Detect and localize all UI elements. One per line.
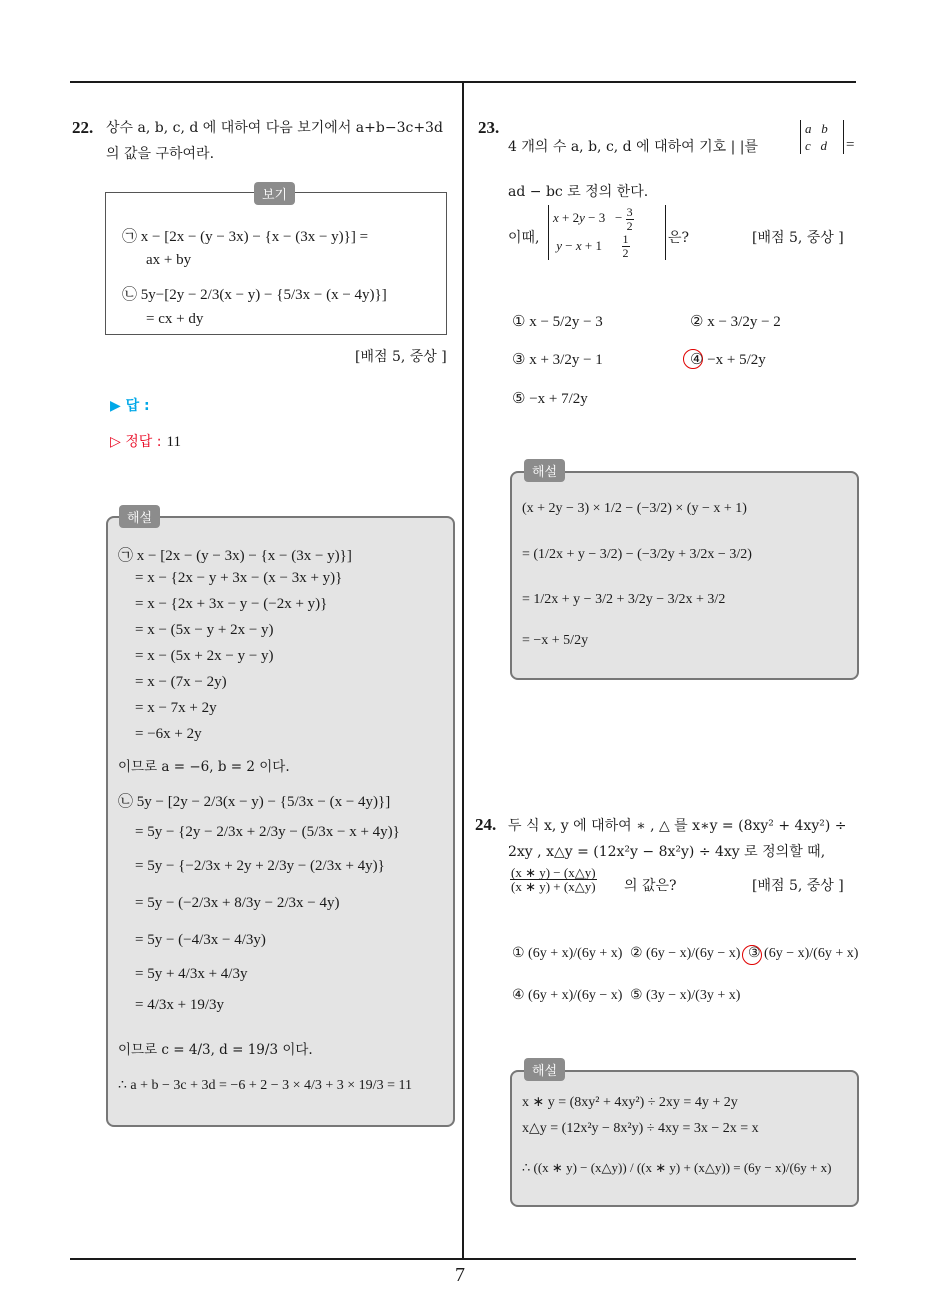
q23-prompt-line3-pre: 이때, — [508, 230, 540, 246]
q24-fraction-expression: $\frac{(x ∗ y) - (x\triangle y)}{(x ∗ y) + (x\triangle y)}$ — [511, 865, 596, 894]
q22-sol-line: = x − {2x − y + 3x − (x − 3x + y)} — [135, 570, 343, 586]
q22-sol-line: = x − (5x − y + 2x − y) — [135, 622, 274, 638]
q24-solution-box — [510, 1070, 859, 1207]
q22-prompt — [106, 118, 461, 164]
q22-correct-label: ▷ 정답 : — [110, 434, 162, 450]
q23-number: 23. — [478, 118, 500, 137]
q22-sol-conclusion1: 이므로 a = −6, b = 2 이다. — [118, 759, 290, 775]
q24-sol-line: x△y = (12x²y − 8x²y) ÷ 4xy = 3x − 2x = x — [522, 1121, 759, 1136]
q24-prompt-line2: 2xy , x△y = (12x²y − 8x²y) ÷ 4xy 로 정의할 때, — [508, 844, 826, 860]
q23-choice-5[interactable]: ⑤ −x + 7/2y — [512, 391, 588, 407]
q23-prompt-line1: 4 개의 수 a, b, c, d 에 대하여 기호 | |를 — [508, 139, 758, 155]
q23-prompt-line2: ad − bc 로 정의 한다. — [508, 184, 649, 200]
q22-sol-line: = 5y − {2y − 2/3x + 2/3y − (5/3x − x + 4y)} — [135, 824, 400, 840]
q22-answer-label: ▶ 답 : — [110, 398, 150, 414]
q24-choice-1[interactable]: ① (6y + x)/(6y + x) — [512, 946, 623, 961]
q23-score: [배점 5, 중상 ] — [752, 230, 844, 246]
q23-determinant-symbol: a b c d — [800, 120, 844, 154]
q22-item2-line1: ㉡ 5y−[2y − 2/3(x − y) − {5/3x − (x − 4y)}] — [122, 287, 387, 303]
q23-choice-4[interactable]: ④ −x + 5/2y — [690, 352, 766, 368]
q22-sol-line: ㉡ 5y − [2y − 2/3(x − y) − {5/3x − (x − 4y)}] — [118, 794, 391, 810]
q22-number: 22. — [72, 118, 94, 137]
q22-sol-line: = x − {2x + 3x − y − (−2x + y)} — [135, 596, 328, 612]
q24-sol-line: ∴ ((x ∗ y) − (x△y)) / ((x ∗ y) + (x△y)) = (6y − x)/(6y + x) — [522, 1160, 832, 1175]
q22-item1-line1: ㉠ x − [2x − (y − 3x) − {x − (3x − y)}] = — [122, 229, 369, 245]
q22-correct-answer — [110, 431, 181, 451]
q24-number: 24. — [475, 815, 497, 834]
q24-prompt-line3: 의 값은? — [624, 878, 677, 894]
q24-choice-4[interactable]: ④ (6y + x)/(6y − x) — [512, 988, 623, 1003]
q24-sol-line: x ∗ y = (8xy² + 4xy²) ÷ 2xy = 4y + 2y — [522, 1095, 738, 1110]
q22-example-tag: 보기 — [254, 182, 295, 205]
q24-choice-3[interactable]: ③ (6y − x)/(6y + x) — [748, 946, 859, 961]
bottom-rule — [70, 1258, 856, 1260]
q22-sol-line: ㉠ x − [2x − (y − 3x) − {x − (3x − y)}] — [118, 548, 352, 564]
q22-sol-line: = −6x + 2y — [135, 726, 202, 742]
q23-sol-line: = (1/2x + y − 3/2) − (−3/2y + 3/2x − 3/2) — [522, 547, 752, 562]
q22-sol-conclusion2: 이므로 c = 4/3, d = 19/3 이다. — [118, 1042, 313, 1058]
q22-sol-line: = 5y − (−2/3x + 8/3y − 2/3x − 4y) — [135, 895, 340, 911]
q23-solution-tag: 해설 — [524, 459, 565, 482]
q23-sol-line: = −x + 5/2y — [522, 633, 589, 648]
q22-item1-line2: ax + by — [146, 252, 192, 268]
q22-correct-value: 11 — [166, 434, 181, 450]
q22-sol-final: ∴ a + b − 3c + 3d = −6 + 2 − 3 × 4/3 + 3 × 19/3 = 11 — [118, 1078, 412, 1093]
q24-score: [배점 5, 중상 ] — [752, 878, 844, 894]
q22-solution-tag: 해설 — [119, 505, 160, 528]
q22-score: [배점 5, 중상 ] — [355, 349, 447, 365]
q22-sol-line: = x − 7x + 2y — [135, 700, 217, 716]
q22-sol-line: = 5y + 4/3x + 4/3y — [135, 966, 248, 982]
q22-prompt-line2: 의 값을 구하여라. — [106, 146, 215, 162]
q24-solution-tag: 해설 — [524, 1058, 565, 1081]
q23-choice-2[interactable]: ② x − 3/2y − 2 — [690, 314, 781, 330]
q22-sol-line: = 5y − {−2/3x + 2y + 2/3y − (2/3x + 4y)} — [135, 858, 385, 874]
q24-choice-2[interactable]: ② (6y − x)/(6y − x) — [630, 946, 741, 961]
page-number: 7 — [455, 1264, 465, 1286]
q22-sol-line: = 5y − (−4/3x − 4/3y) — [135, 932, 266, 948]
q22-item2-line2: = cx + dy — [146, 311, 204, 327]
q23-choice-3[interactable]: ③ x + 3/2y − 1 — [512, 352, 603, 368]
q23-sol-line: = 1/2x + y − 3/2 + 3/2y − 3/2x + 3/2 — [522, 592, 726, 607]
column-divider — [462, 82, 464, 1259]
q23-prompt-line3-post: 은? — [668, 230, 690, 246]
q22-sol-line: = x − (7x − 2y) — [135, 674, 227, 690]
q22-sol-line: = 4/3x + 19/3y — [135, 997, 225, 1013]
q22-prompt-line1: 상수 a, b, c, d 에 대하여 다음 보기에서 a+b−3c+3d — [106, 120, 443, 136]
q24-prompt-line1: 두 식 x, y 에 대하여 ∗ , △ 를 x∗y = (8xy² + 4xy²) ÷ — [508, 818, 847, 834]
q22-sol-line: = x − (5x + 2x − y − y) — [135, 648, 274, 664]
q24-choice-5[interactable]: ⑤ (3y − x)/(3y + x) — [630, 988, 741, 1003]
q23-sol-line: (x + 2y − 3) × 1/2 − (−3/2) × (y − x + 1) — [522, 501, 747, 516]
q23-determinant-expression: x + 2y − 3 − $\frac{3}{2}$ y − x + 1 $\frac{1}{2}$ — [548, 205, 666, 260]
q23-choice-1[interactable]: ① x − 5/2y − 3 — [512, 314, 603, 330]
q23-equals: = — [846, 137, 855, 153]
